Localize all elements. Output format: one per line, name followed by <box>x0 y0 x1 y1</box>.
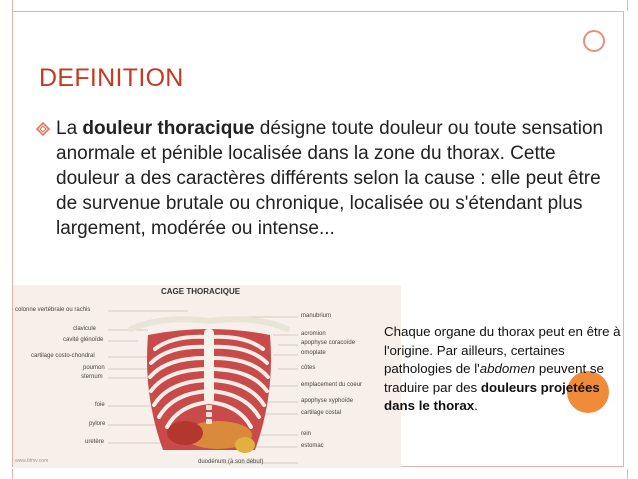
side-note-bold: douleurs projetées dans le thorax <box>384 379 600 413</box>
label-manubrium: manubrium <box>301 313 332 319</box>
paragraph-prefix: La <box>56 118 83 139</box>
label-foie: foie <box>95 402 105 408</box>
label-poumon: poumon <box>83 365 105 371</box>
label-emplacement-coeur: emplacement du coeur <box>301 382 363 388</box>
label-acromion: acromion <box>301 331 326 337</box>
paragraph-suffix: désigne toute douleur ou toute sensation anormale et pénible localisée dans la zone du thorax. Cette douleur a des caractères différents selon la cause : elle peut être de survenue brutale ou chronique, localisée ou s'étendant plus largement, modérée ou intense... <box>56 118 604 239</box>
label-apophyse-coracoide: apophyse coracoïde <box>301 340 356 346</box>
label-colonne: colonne vertébrale ou rachis <box>15 307 91 313</box>
label-duodenum: duodénum (à son début) <box>198 459 264 465</box>
label-cartilage-costal: cartilage costal <box>301 410 342 416</box>
definition-paragraph <box>56 116 604 241</box>
figure-watermark: www.bfmv.com <box>15 458 49 464</box>
frame-top <box>12 0 628 11</box>
side-note-italic: abdomen <box>479 361 536 376</box>
frame-bottom <box>12 469 628 479</box>
label-rein: rein <box>301 431 312 437</box>
label-cavite: cavité glénoïde <box>63 337 104 343</box>
thorax-figure <box>13 285 401 468</box>
label-pylore: pylore <box>89 421 106 427</box>
label-omoplate: omoplate <box>301 350 326 356</box>
side-note <box>384 323 634 416</box>
label-cotes: côtes <box>301 365 316 371</box>
side-note-text-2: peuvent se traduire par des <box>384 361 604 395</box>
decorative-circle <box>583 30 605 52</box>
label-apophyse-xyphoide: apophyse xyphoïde <box>301 398 354 404</box>
label-sternum: sternum <box>81 374 103 380</box>
label-cartilage-costo: cartilage costo-chondral <box>31 353 95 359</box>
side-note-end: . <box>474 398 478 413</box>
side-note-text-1: Chaque organe du thorax peut en être à l'origine. Par ailleurs, certaines pathologies de l' <box>384 324 621 376</box>
label-clavicule: clavicule <box>73 326 97 332</box>
slide-title: DEFINITION <box>39 64 184 92</box>
label-estomac: estomac <box>301 443 324 449</box>
bullet-diamond-icon <box>36 122 50 136</box>
figure-title: CAGE THORACIQUE <box>161 287 241 296</box>
label-uretere: uretère <box>85 439 105 445</box>
paragraph-bold-term: douleur thoracique <box>82 118 255 139</box>
